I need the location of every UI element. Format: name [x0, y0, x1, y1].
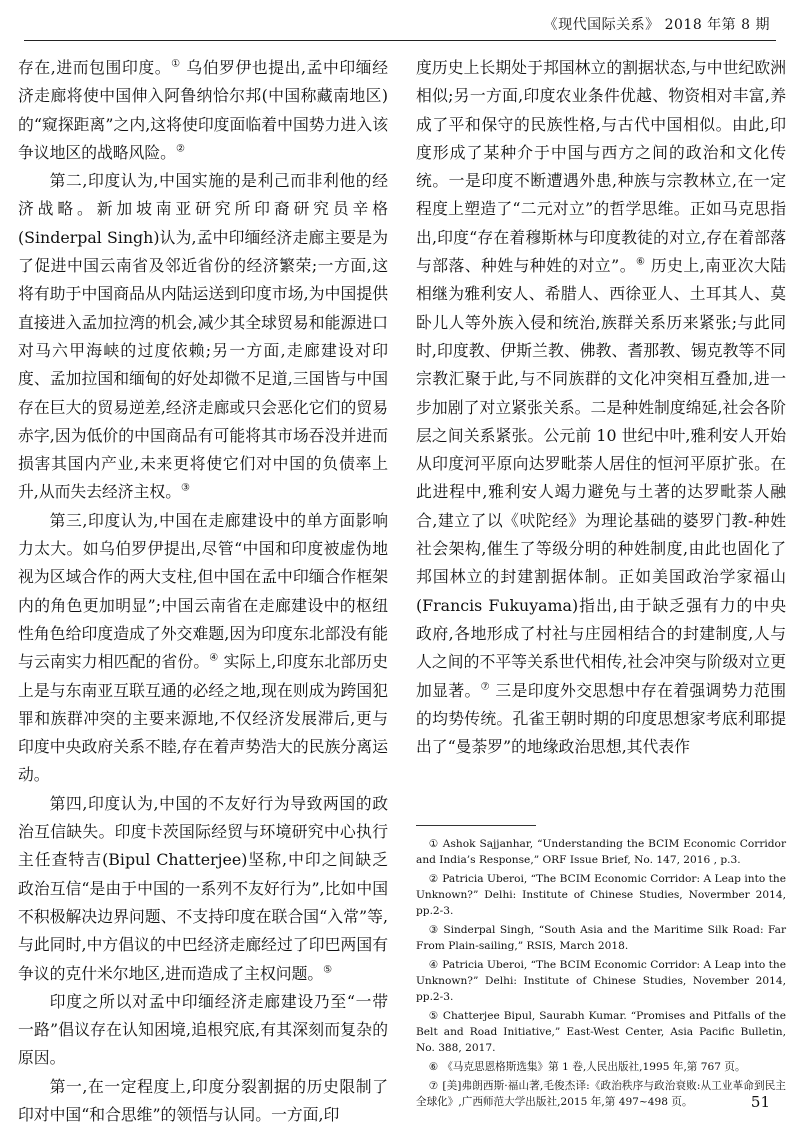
footnote-ref[interactable]: ① [171, 58, 181, 70]
footnotes [416, 836, 786, 1113]
paragraph: 度历史上长期处于邦国林立的割据状态,与中世纪欧洲相似;另一方面,印度农业条件优越、物资相对丰富,养成了平和保守的民族性格,与古代中国相似。由此,印度形成了某种介于中国与西方之间的政治和文化传统。一是印度不断遭遇外患,种族与宗教林立,在一定程度上塑造了“二元对立”的哲学思维。正如马克思指出,印度“存在着穆斯林与印度教徒的对立,存在着部落与部落、种姓与种姓的对立”。⑥ 历史上,南亚次大陆相继为雅利安人、希腊人、西徐亚人、土耳其人、莫卧儿人等外族入侵和统治,族群关系历来紧张;与此同时,印度教、伊斯兰教、佛教、耆那教、锡克教等不同宗教汇聚于此,与不同族群的文化冲突相互叠加,进一步加剧了对立紧张关系。二是种姓制度绵延,社会各阶层之间关系紧张。公元前 10 世纪中叶,雅利安人开始从印度河平原向达罗毗荼人居住的恒河平原扩张。在此进程中,雅利安人竭力避免与土著的达罗毗荼人融合,建立了以《吠陀经》为理论基础的婆罗门教-种姓社会架构,催生了等级分明的种姓制度,由此也固化了邦国林立的封建割据体制。正如美国政治学家福山(Francis Fukuyama)指出,由于缺乏强有力的中央政府,各地形成了村社与庄园相结合的封建制度,人与人之间的不平等关系世代相传,社会冲突与阶级对立更加显著。⑦ 三是印度外交思想中存在着强调势力范围的均势传统。孔雀王朝时期的印度思想家考底利耶提出了“曼荼罗”的地缘政治思想,其代表作 [416, 58, 786, 757]
right-column [416, 54, 786, 761]
footnote-ref[interactable]: ⑥ [635, 256, 646, 268]
footnote: ① Ashok Sajjanhar, “Understanding the BCIM Economic Corridor and India’s Response,” ORF Issue Brief, No. 147, 2016 , p.3. [416, 838, 787, 866]
left-column [18, 54, 388, 1129]
paragraph: 印度之所以对孟中印缅经济走廊建设乃至“一带一路”倡议存在认知困境,追根究底,有其深刻而复杂的原因。 [18, 991, 388, 1068]
footnote: ④ Patricia Uberoi, “The BCIM Economic Corridor: A Leap into the Unknown?” Delhi: Institute of Chinese Studies, November 2014, pp.2-3. [416, 959, 786, 1003]
paragraph: 第四,印度认为,中国的不友好行为导致两国的政治互信缺失。印度卡茨国际经贸与环境研究中心执行主任查特吉(Bipul Chatterjee)坚称,中印之间缺乏政治互信“是由于中国的一系列不友好行为”,比如中国不积极解决边界问题、不支持印度在联合国“入常”等,与此同时,中方倡议的中巴经济走廊经过了印巴两国有争议的克什米尔地区,进而造成了主权问题。⑤ [18, 793, 388, 983]
footnote-ref[interactable]: ⑦ [480, 681, 491, 693]
paragraph: 第一,在一定程度上,印度分裂割据的历史限制了印对中国“和合思维”的领悟与认同。一方面,印 [18, 1076, 388, 1124]
footnote: ⑦ [美]弗朗西斯·福山著,毛俊杰译:《政治秩序与政治衰败:从工业革命到民主全球化》,广西师范大学出版社,2015 年,第 497~498 页。 [416, 1080, 786, 1108]
journal-header: 《现代国际关系》 2018 年第 8 期 [543, 17, 770, 33]
footnote: ⑤ Chatterjee Bipul, Saurabh Kumar. “Promises and Pitfalls of the Belt and Road Initiative,” East-West Center, Asia Pacific Bulletin, No. 388, 2017. [416, 1010, 787, 1054]
paragraph: 第三,印度认为,中国在走廊建设中的单方面影响力太大。如乌伯罗伊提出,尽管“中国和印度被虚伪地视为区域合作的两大支柱,但中国在孟中印缅合作框架内的角色更加明显”;中国云南省在走廊建设中的枢纽性角色给印度造成了外交难题,因为印度东北部没有能与云南实力相匹配的省份。④ 实际上,印度东北部历史上是与东南亚互联互通的必经之地,现在则成为跨国犯罪和族群冲突的主要来源地,不仅经济发展滞后,更与印度中央政府关系不睦,存在着声势浩大的民族分离运动。 [18, 510, 388, 785]
header-rule [24, 40, 776, 41]
running-header [0, 0, 800, 44]
footnote: ⑥ 《马克思恩格斯选集》第 1 卷,人民出版社,1995 年,第 767 页。 [428, 1061, 746, 1073]
paragraph: 第二,印度认为,中国实施的是利己而非利他的经济战略。新加坡南亚研究所印裔研究员辛格(Sinderpal Singh)认为,孟中印缅经济走廊主要是为了促进中国云南省及邻近省份的经济繁荣;一方面,这将有助于中国商品从内陆运送到印度市场,为中国提供直接进入孟加拉湾的机会,减少其全球贸易和能源进口对马六甲海峡的过度依赖;另一方面,走廊建设对印度、孟加拉国和缅甸的好处却微不足道,三国皆与中国存在巨大的贸易逆差,经济走廊或只会恶化它们的贸易赤字,因为低价的中国商品有可能将其市场吞没并进而损害其国内产业,未来更将使它们对中国的负债率上升,从而失去经济主权。③ [18, 171, 388, 502]
paragraph: 存在,进而包围印度。① 乌伯罗伊也提出,孟中印缅经济走廊将使中国伸入阿鲁纳恰尔邦(中国称藏南地区)的“窥探距离”之内,这将使印度面临着中国势力进入该争议地区的战略风险。② [18, 58, 388, 162]
footnote-ref[interactable]: ⑤ [323, 964, 333, 976]
footnote-divider [416, 825, 536, 826]
footnote-ref[interactable]: ④ [209, 652, 219, 664]
footnote-ref[interactable]: ② [175, 143, 185, 155]
page-number: 51 [750, 1093, 770, 1111]
footnote: ② Patricia Uberoi, “The BCIM Economic Corridor: A Leap into the Unknown?” Delhi: Institute of Chinese Studies, Novermber 2014, pp.2-3. [416, 873, 786, 917]
footnote-ref[interactable]: ③ [181, 483, 190, 495]
footnote: ③ Sinderpal Singh, “South Asia and the Maritime Silk Road: Far From Plain-sailing,” RSIS, March 2018. [416, 924, 787, 952]
